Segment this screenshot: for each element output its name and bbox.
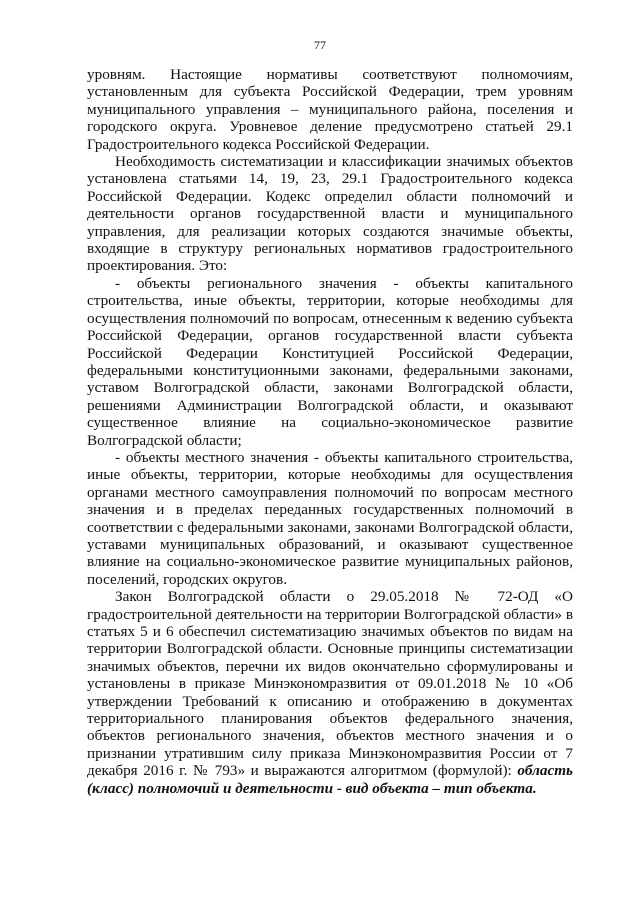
page-number: 77 bbox=[314, 38, 326, 52]
body-text bbox=[87, 66, 573, 797]
paragraph-local-objects: - объекты местного значения - объекты капитального строительства, иные объекты, территории, которые необходимы для осуществления органами местного самоуправления полномочий по вопросам местного значения и в пределах переданных государственных полномочий в соответствии с федеральными законами, законами Волгоградской области, уставами муниципальных образований, и оказывают существенное влияние на социально-экономическое развитие муниципальных районов, поселений, городских округов. bbox=[87, 448, 573, 588]
paragraph-law bbox=[87, 588, 573, 797]
paragraph-1: уровням. Настоящие нормативы соответствуют полномочиям, установленным для субъекта Российской Федерации, трем уровням муниципального управления – муниципального района, поселения и городского округа. Уровневое деление предусмотрено статьей 29.1 Градостроительного кодекса Российской Федерации. bbox=[87, 66, 573, 153]
formula-emphasis: область (класс) полномочий и деятельности - вид объекта – тип объекта. bbox=[87, 762, 573, 797]
paragraph-2: Необходимость систематизации и классификации значимых объектов установлена статьями 14, 19, 23, 29.1 Градостроительного кодекса Российской Федерации. Кодекс определил области полномочий и деятельности органов государственной власти и муниципального управления, для реализации которых создаются значимые объекты, входящие в структуру региональных нормативов градостроительного проектирования. Это: bbox=[87, 153, 573, 275]
paragraph-law-text: Закон Волгоградской области о 29.05.2018 № 72-ОД «О градостроительной деятельности на территории Волгоградской области» в статьях 5 и 6 обеспечил систематизацию значимых объектов по видам на территории Волгоградской области. Основные принципы систематизации значимых объектов, перечни их видов окончательно сформулированы и установлены в приказе Минэкономразвития от 09.01.2018 № 10 «Об утверждении Требований к описанию и отображению в документах территориального планирования объектов федерального значения, объектов регионального значения, объектов местного значения и о признании утратившим силу приказа Минэкономразвития России от 7 декабря 2016 г. № 793» и выражаются алгоритмом (формулой): bbox=[87, 588, 573, 780]
paragraph-regional-objects: - объекты регионального значения - объекты капитального строительства, иные объекты, территории, которые необходимы для осуществления полномочий по вопросам, отнесенным к ведению субъекта Российской Федерации, органов государственной власти субъекта Российской Федерации Конституцией Российской Федерации, федеральными конституционными законами, федеральными законами, уставом Волгоградской области, законами Волгоградской области, решениями Администрации Волгоградской области, и оказывают существенное влияние на социально-экономическое развитие Волгоградской области; bbox=[87, 274, 573, 449]
